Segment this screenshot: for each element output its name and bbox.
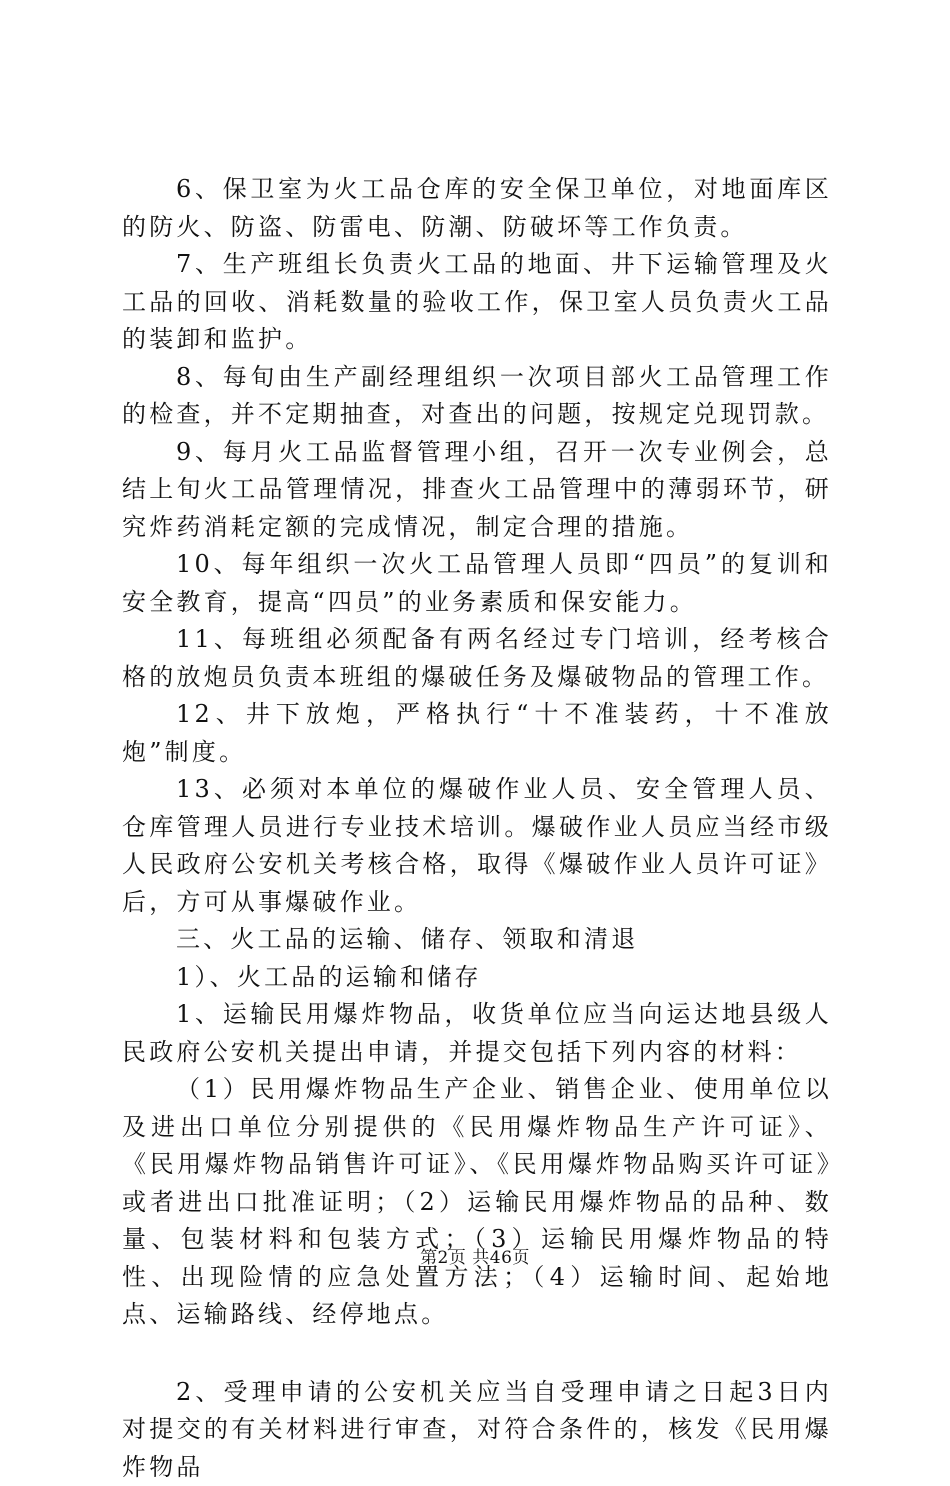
paragraph-transport-1: 1、运输民用爆炸物品，收货单位应当向运达地县级人民政府公安机关提出申请，并提交包括下列内容的材料： (122, 996, 832, 1071)
paragraph-transport-2: 2、受理申请的公安机关应当自受理申请之日起3日内对提交的有关材料进行审查，对符合条件的，核发《民用爆炸物品 (122, 1374, 832, 1486)
paragraph-item-11: 11、每班组必须配备有两名经过专门培训，经考核合格的放炮员负责本班组的爆破任务及爆破物品的管理工作。 (122, 621, 832, 696)
paragraph-item-6: 6、保卫室为火工品仓库的安全保卫单位，对地面库区的防火、防盗、防雷电、防潮、防破坏等工作负责。 (122, 171, 832, 246)
paragraph-item-10: 10、每年组织一次火工品管理人员即“四员”的复训和安全教育，提高“四员”的业务素质和保安能力。 (122, 546, 832, 621)
paragraph-item-8: 8、每旬由生产副经理组织一次项目部火工品管理工作的检查，并不定期抽查，对查出的问题，按规定兑现罚款。 (122, 359, 832, 434)
paragraph-item-13: 13、必须对本单位的爆破作业人员、安全管理人员、仓库管理人员进行专业技术培训。爆破作业人员应当经市级人民政府公安机关考核合格，取得《爆破作业人员许可证》后，方可从事爆破作业。 (122, 771, 832, 921)
section-heading-3: 三、火工品的运输、储存、领取和清退 (122, 921, 832, 959)
subsection-heading-1: 1）、火工品的运输和储存 (122, 959, 832, 997)
paragraph-transport-materials: （1）民用爆炸物品生产企业、销售企业、使用单位以及进出口单位分别提供的《民用爆炸物品生产许可证》、《民用爆炸物品销售许可证》、《民用爆炸物品购买许可证》或者进出口批准证明；（2）运输民用爆炸物品的品种、数量、包装材料和包装方式；（3）运输民用爆炸物品的特性、出现险情的应急处置方法；（4）运输时间、起始地点、运输路线、经停地点。 (122, 1071, 832, 1334)
page-number-footer: 第2页 共46页 (0, 1243, 950, 1268)
paragraph-item-12: 12、井下放炮，严格执行“十不准装药，十不准放炮”制度。 (122, 696, 832, 771)
paragraph-item-9: 9、每月火工品监督管理小组，召开一次专业例会，总结上旬火工品管理情况，排查火工品管理中的薄弱环节，研究炸药消耗定额的完成情况，制定合理的措施。 (122, 434, 832, 547)
document-body (122, 171, 832, 1486)
paragraph-item-7: 7、生产班组长负责火工品的地面、井下运输管理及火工品的回收、消耗数量的验收工作，保卫室人员负责火工品的装卸和监护。 (122, 246, 832, 359)
